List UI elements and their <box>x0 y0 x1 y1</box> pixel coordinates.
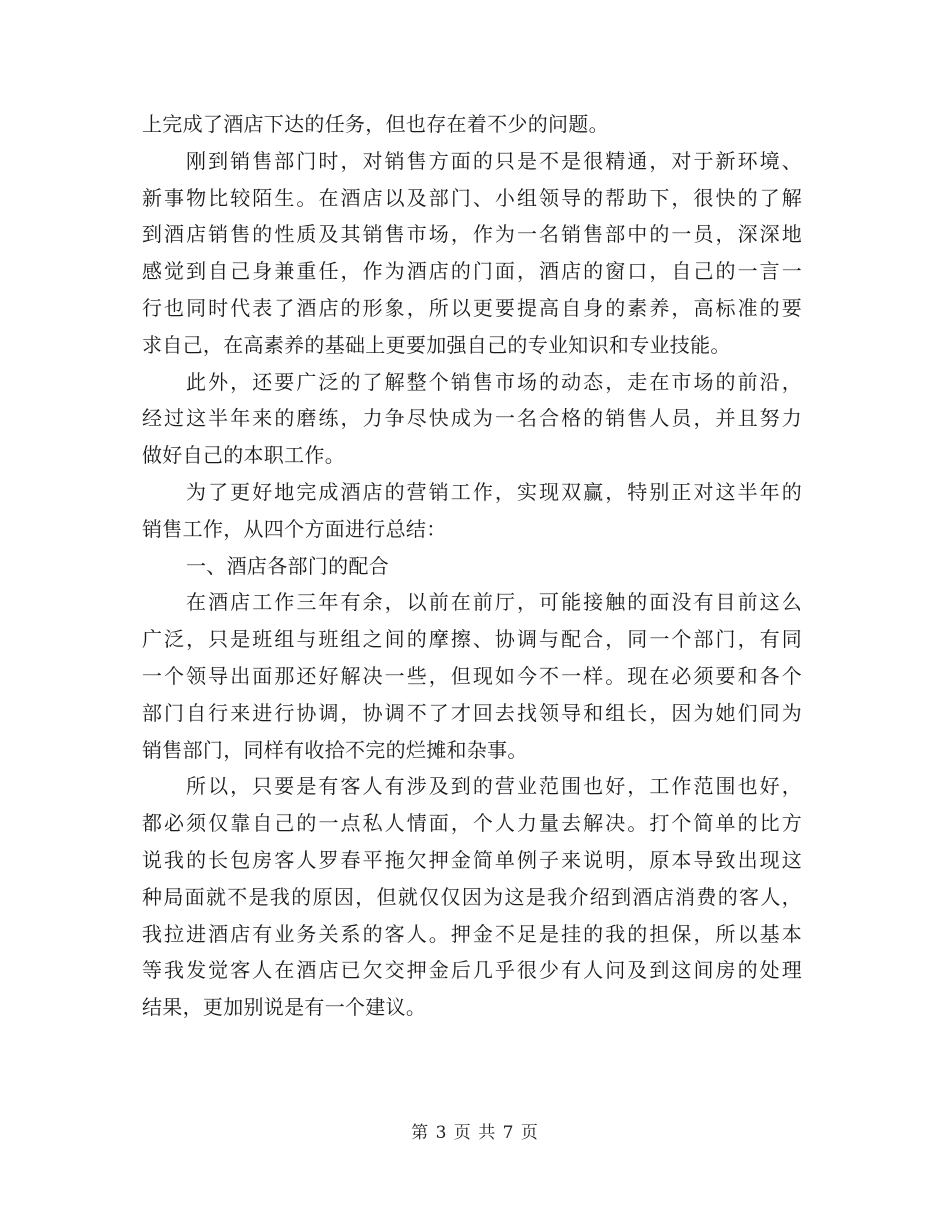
text-line: 我拉进酒店有业务关系的客人。押金不足是挂的我的担保，所以基本 <box>142 921 802 946</box>
text-line: 种局面就不是我的原因，但就仅仅因为这是我介绍到酒店消费的客人， <box>142 884 802 909</box>
text-line: 销售部门，同样有收拾不完的烂摊和杂事。 <box>142 737 528 762</box>
text-line: 结果，更加别说是有一个建议。 <box>142 995 427 1020</box>
text-line: 说我的长包房客人罗春平拖欠押金简单例子来说明，原本导致出现这 <box>142 847 802 872</box>
text-line: 到酒店销售的性质及其销售市场，作为一名销售部中的一员，深深地 <box>142 222 802 247</box>
text-line: 所以，只要是有客人有涉及到的营业范围也好，工作范围也好， <box>186 774 802 799</box>
text-line: 广泛，只是班组与班组之间的摩擦、协调与配合，同一个部门，有同 <box>142 627 802 652</box>
text-line: 等我发觉客人在酒店已欠交押金后几乎很少有人问及到这间房的处理 <box>142 958 802 983</box>
text-line: 经过这半年来的磨练，力争尽快成为一名合格的销售人员，并且努力 <box>142 406 802 431</box>
text-line: 都必须仅靠自己的一点私人情面，个人力量去解决。打个简单的比方 <box>142 811 802 836</box>
text-line: 行也同时代表了酒店的形象，所以更要提高自身的素养，高标准的要 <box>142 295 802 320</box>
text-line: 部门自行来进行协调，协调不了才回去找领导和组长，因为她们同为 <box>142 700 802 725</box>
text-line: 做好自己的本职工作。 <box>142 443 345 468</box>
text-line: 感觉到自己身兼重任，作为酒店的门面，酒店的窗口，自己的一言一 <box>142 259 802 284</box>
text-line: 此外，还要广泛的了解整个销售市场的动态，走在市场的前沿， <box>186 369 802 394</box>
text-line: 新事物比较陌生。在酒店以及部门、小组领导的帮助下，很快的了解 <box>142 185 802 210</box>
text-line: 销售工作，从四个方面进行总结： <box>142 516 447 541</box>
text-line: 求自己，在高素养的基础上更要加强自己的专业知识和专业技能。 <box>142 332 731 357</box>
text-line: 上完成了酒店下达的任务，但也存在着不少的问题。 <box>142 112 609 136</box>
text-line: 一个领导出面那还好解决一些，但现如今不一样。现在必须要和各个 <box>142 663 802 688</box>
text-line: 刚到销售部门时，对销售方面的只是不是很精通，对于新环境、 <box>186 148 802 173</box>
text-line: 在酒店工作三年有余，以前在前厅，可能接触的面没有目前这么 <box>186 590 802 615</box>
text-line: 为了更好地完成酒店的营销工作，实现双赢，特别正对这半年的 <box>186 479 802 504</box>
page-number-footer: 第 3 页 共 7 页 <box>411 1123 539 1143</box>
text-line: 一、酒店各部门的配合 <box>186 553 389 578</box>
document-body <box>142 106 802 1026</box>
